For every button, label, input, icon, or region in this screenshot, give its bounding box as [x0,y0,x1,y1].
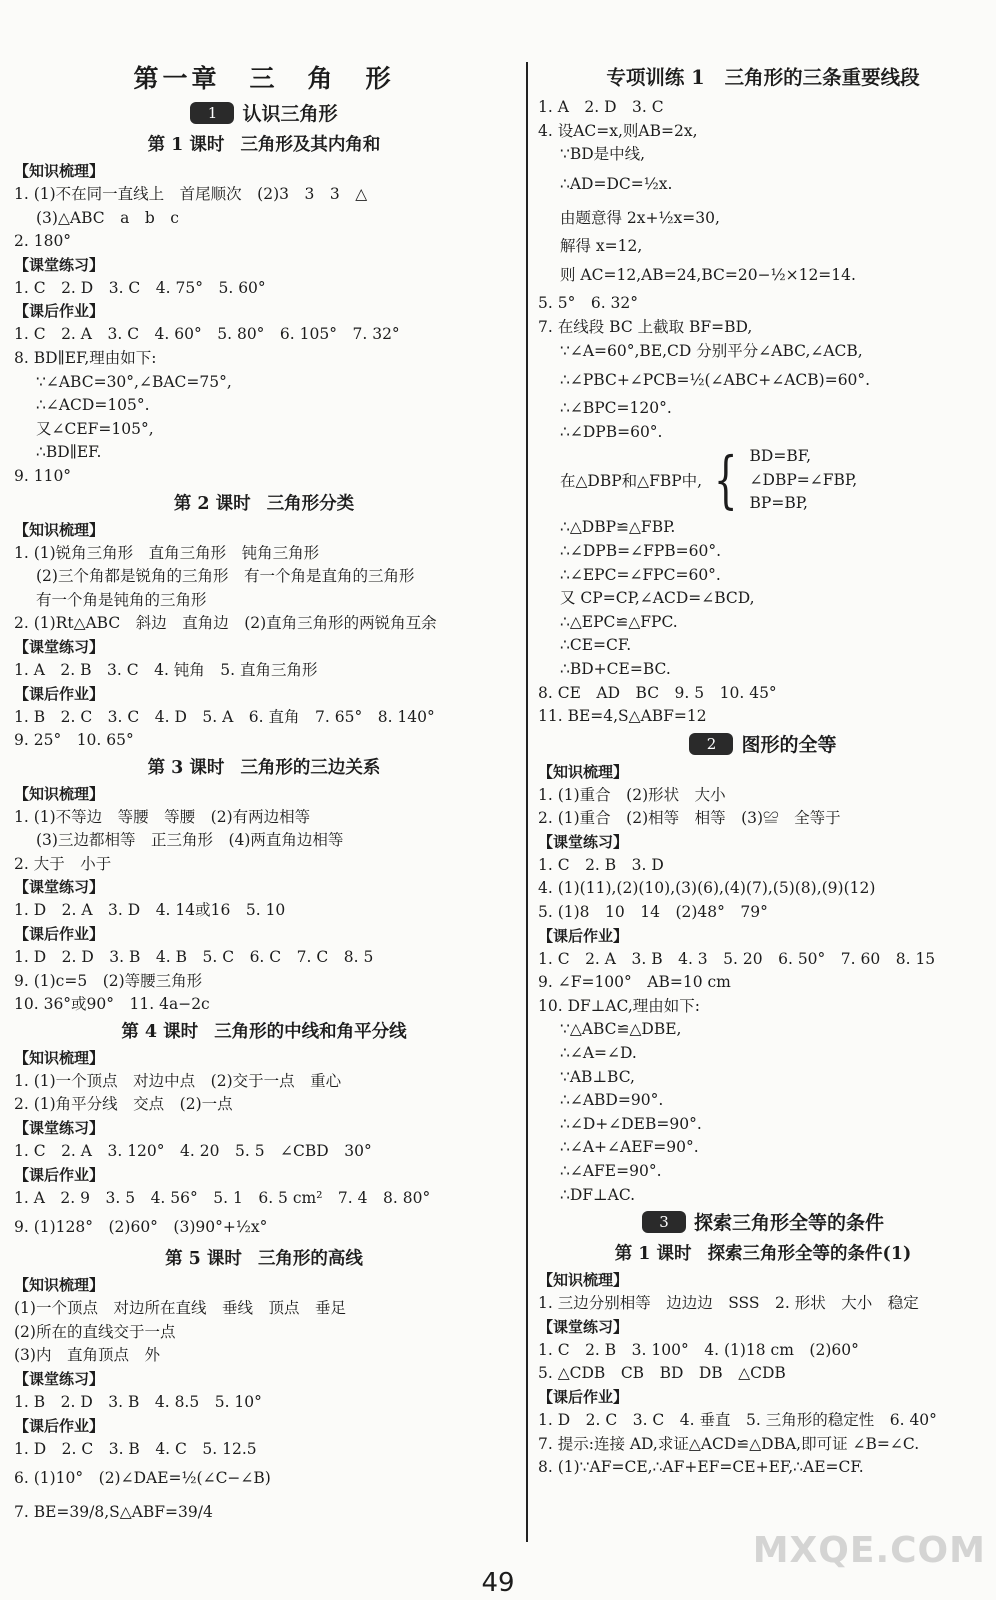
section-label: 【课后作业】 [14,1416,105,1435]
answer-line: 1. C 2. A 3. B 4. 3 5. 20 6. 50° 7. 60 8. 15 [538,949,936,968]
answer-line: 1. (1)锐角三角形 直角三角形 钝角三角形 [14,543,320,562]
answer-line: ∵△ABC≌△DBE, [560,1020,682,1039]
answer-line: 1. D 2. A 3. D 4. 14或16 5. 10 [14,901,286,920]
answer-line: 2. (1)角平分线 交点 (2)一点 [14,1095,233,1114]
answer-line: 1. 三边分别相等 边边边 SSS 2. 形状 大小 稳定 [538,1294,919,1313]
section-label: 【课后作业】 [14,925,105,944]
brace-conditions [750,445,858,516]
answer-line: 5. (1)8 10 14 (2)48° 79° [538,903,768,922]
answer-line: 则 AC=12,AB=24,BC=20−½×12=14. [560,266,856,285]
answer-line: 10. DF⊥AC,理由如下: [538,996,700,1015]
section-label: 【知识梳理】 [14,162,105,180]
answer-line: 1. C 2. B 3. 100° 4. (1)18 cm (2)60° [538,1340,859,1359]
section-label: 【知识梳理】 [14,1276,105,1295]
answer-line: ∴∠EPC=∠FPC=60°. [560,565,721,584]
answer-line: 又∠CEF=105°, [36,419,154,438]
answer-line: ∴∠ACD=105°. [36,396,150,415]
answer-line: 1. C 2. D 3. C 4. 75° 5. 60° [14,278,266,297]
answer-line: 8. CE AD BC 9. 5 10. 45° [538,683,777,702]
section-label: 【知识梳理】 [14,1048,105,1067]
answer-line: 9. (1)128° (2)60° (3)90°+½x° [14,1218,268,1237]
unit-heading-2 [538,729,988,761]
answer-line: ∴∠DPB=∠FPB=60°. [560,541,722,560]
section-label: 【课堂练习】 [14,1370,105,1388]
answer-line: 6. (1)10° (2)∠DAE=½(∠C−∠B) [14,1469,271,1488]
answer-line: 1. C 2. B 3. D [538,855,664,874]
section-label: 【知识梳理】 [538,762,629,781]
lesson-heading: 第 5 课时 三角形的高线 [165,1249,363,1270]
answer-line: ∴∠PBC+∠PCB=½(∠ABC+∠ACB)=60°. [560,371,871,390]
answer-line: (3)内 直角顶点 外 [14,1346,160,1365]
answer-line: 7. 提示:连接 AD,求证△ACD≌△DBA,即可证 ∠B=∠C. [538,1434,920,1453]
answer-line: 1. A 2. D 3. C [538,98,664,116]
section-label: 【知识梳理】 [538,1271,629,1290]
answer-line: 1. D 2. C 3. C 4. 垂直 5. 三角形的稳定性 6. 40° [538,1410,937,1429]
answer-line: 10. 36°或90° 11. 4a−2c [14,995,210,1014]
answer-line: 1. A 2. 9 3. 5 4. 56° 5. 1 6. 5 cm² 7. 4 8. 80° [14,1188,431,1207]
answer-line: (1)一个顶点 对边所在直线 垂线 顶点 垂足 [14,1299,346,1318]
answer-line: 有一个角是钝角的三角形 [36,590,207,609]
unit-2-answers [538,761,988,1208]
congruence-brace-block [538,444,988,516]
answer-line: 9. 110° [14,466,72,485]
answer-line: ∴∠D+∠DEB=90°. [560,1114,702,1133]
answer-line: ∴△DBP≌△FBP. [560,518,676,537]
lesson-1-answers [14,160,514,489]
answer-line: 7. BE=39/8,S△ABF=39/4 [14,1503,213,1522]
answer-line: 9. (1)c=5 (2)等腰三角形 [14,971,203,990]
answer-line: 2. (1)重合 (2)相等 相等 (3)≌ 全等于 [538,809,841,828]
brace-prefix: 在△DBP和△FBP中, [560,472,703,491]
answer-line: 1. (1)不在同一直线上 首尾顺次 (2)3 3 3 △ [14,185,368,203]
answer-line: 8. (1)∵AF=CE,∴AF+EF=CE+EF,∴AE=CF. [538,1458,864,1477]
answer-line: ∴BD+CE=BC. [560,659,671,678]
page-number: 49 [481,1568,515,1598]
answer-line: 由题意得 2x+½x=30, [560,208,720,227]
section-label: 【课后作业】 [14,684,105,703]
unit-3-answers [538,1269,988,1480]
lesson-heading: 第 1 课时 三角形及其内角和 [147,135,381,155]
answer-line: (3)△ABC a b c [36,208,179,227]
answer-line: ∴AD=DC=½x. [560,174,673,193]
section-label: 【知识梳理】 [14,520,105,539]
section-label: 【课堂练习】 [538,832,629,851]
answer-line: ∴BD∥EF. [36,443,102,462]
answer-line: 5. △CDB CB BD DB △CDB [538,1364,786,1383]
left-brace-icon: { [713,443,738,517]
lesson-4-answers [14,1047,514,1244]
answer-line: 11. BE=4,S△ABF=12 [538,707,707,726]
lesson-heading: 第 3 课时 三角形的三边关系 [147,757,381,778]
answer-line: ∴∠DPB=60°. [560,422,663,441]
special-training-heading: 专项训练 1 三角形的三条重要线段 [606,66,920,89]
answer-line: 1. (1)重合 (2)形状 大小 [538,785,726,804]
answer-line: 4. 设AC=x,则AB=2x, [538,121,698,140]
answer-line: 4. (1)(11),(2)(10),(3)(6),(4)(7),(5)(8),(9)(12) [538,879,876,898]
answer-line: 7. 在线段 BC 上截取 BF=BD, [538,317,753,336]
answer-line: ∴∠AFE=90°. [560,1162,662,1180]
answer-line: 5. 5° 6. 32° [538,294,639,313]
answer-line: 1. B 2. C 3. C 4. D 5. A 6. 直角 7. 65° 8. 140° [14,707,435,726]
column-divider [526,62,528,1542]
answer-line: 1. (1)一个顶点 对边中点 (2)交于一点 重心 [14,1071,342,1090]
answer-line: ∴∠A+∠AEF=90°. [560,1138,699,1157]
right-column [538,60,988,1480]
answer-line: 1. C 2. A 3. 120° 4. 20 5. 5 ∠CBD 30° [14,1142,372,1161]
answer-line: 9. 25° 10. 65° [14,731,134,750]
section-label: 【课后作业】 [538,926,629,945]
answer-line: (3)三边都相等 正三角形 (4)两直角边相等 [36,831,344,850]
answer-line: 1. (1)不等边 等腰 等腰 (2)有两边相等 [14,807,311,826]
condition-line: ∠DBP=∠FBP, [749,470,858,489]
lesson-3-answers [14,783,514,1017]
answer-line: ∵AB⊥BC, [560,1067,635,1086]
answer-line: 1. D 2. C 3. B 4. C 5. 12.5 [14,1439,257,1458]
special-training-answers [538,96,988,729]
answer-line: (2)三个角都是锐角的三角形 有一个角是直角的三角形 [36,567,415,586]
chapter-title: 第一章 三 角 形 [133,64,395,93]
answer-line: ∵∠ABC=30°,∠BAC=75°, [36,372,232,391]
condition-line: BD=BF, [749,447,812,466]
answer-line: (2)所在的直线交于一点 [14,1322,176,1341]
section-label: 【课堂练习】 [538,1317,629,1336]
lesson-2-answers [14,519,514,753]
unit-heading-1 [14,98,514,130]
answer-line: 1. A 2. B 3. C 4. 钝角 5. 直角三角形 [14,660,318,679]
section-label: 【课堂练习】 [14,1119,105,1138]
watermark: MXQE.COM [752,1530,986,1571]
unit-heading-3 [538,1207,988,1239]
answer-line: 2. 180° [14,232,72,251]
answer-line: ∴△EPC≌△FPC. [560,612,678,631]
answer-line: 解得 x=12, [560,236,643,255]
answer-line: 1. D 2. D 3. B 4. B 5. C 6. C 7. C 8. 5 [14,948,374,967]
answer-line: ∴∠A=∠D. [560,1044,637,1063]
answer-line: 9. ∠F=100° AB=10 cm [538,973,731,992]
answer-line: 2. 大于 小于 [14,854,112,873]
answer-line: 1. C 2. A 3. C 4. 60° 5. 80° 6. 105° 7. 32° [14,325,400,344]
unit-number-badge: 2 [689,733,733,755]
answer-line: 1. B 2. D 3. B 4. 8.5 5. 10° [14,1393,262,1411]
section-label: 【课堂练习】 [14,878,105,897]
section-label: 【课后作业】 [538,1387,629,1406]
answer-line: ∴∠BPC=120°. [560,399,672,418]
answer-line: 8. BD∥EF,理由如下: [14,348,157,367]
condition-line: BP=BP, [749,494,808,513]
lesson-heading: 第 2 课时 三角形分类 [173,493,355,514]
answer-line: 又 CP=CP,∠ACD=∠BCD, [560,589,755,608]
section-label: 【课堂练习】 [14,255,105,274]
left-column [14,60,514,1529]
answer-line: ∵BD是中线, [560,145,646,164]
answer-line: ∴DF⊥AC. [560,1185,636,1204]
unit-number-badge: 1 [190,102,234,124]
lesson-heading: 第 1 课时 探索三角形全等的条件(1) [614,1244,912,1265]
answer-line: ∴CE=CF. [560,636,632,655]
section-label: 【课堂练习】 [14,637,105,656]
answer-line: 2. (1)Rt△ABC 斜边 直角边 (2)直角三角形的两锐角互余 [14,614,437,633]
lesson-heading: 第 4 课时 三角形的中线和角平分线 [121,1021,407,1042]
section-label: 【课后作业】 [14,302,105,321]
answer-line: ∵∠A=60°,BE,CD 分别平分∠ABC,∠ACB, [560,341,863,360]
answer-line: ∴∠ABD=90°. [560,1091,664,1110]
unit-number-badge: 3 [642,1211,686,1233]
unit-title: 探索三角形全等的条件 [693,1212,884,1235]
section-label: 【知识梳理】 [14,784,105,803]
section-label: 【课后作业】 [14,1165,105,1184]
unit-title: 图形的全等 [741,733,837,756]
lesson-5-answers [14,1274,514,1529]
unit-title: 认识三角形 [242,103,338,125]
